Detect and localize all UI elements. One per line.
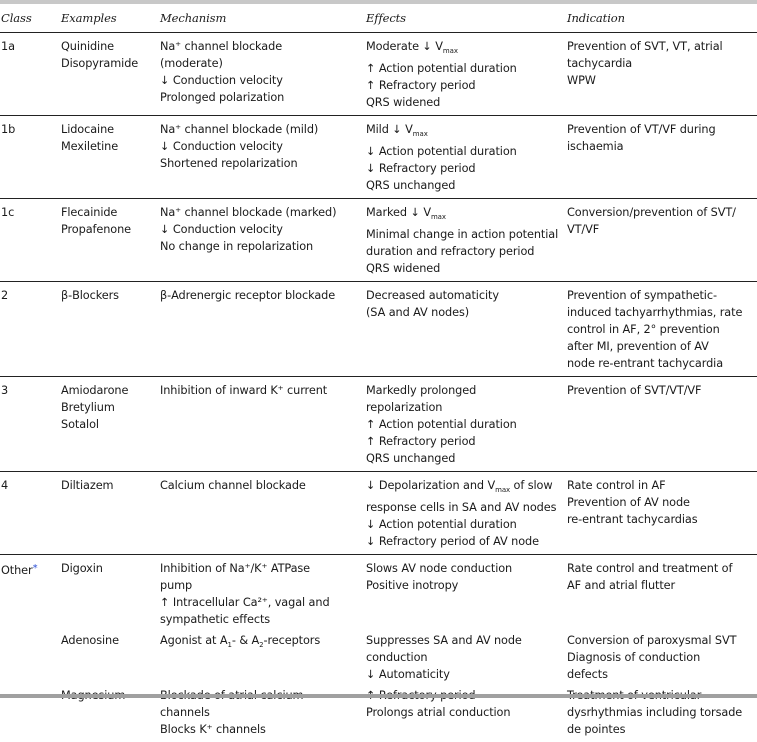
examples-cell (61, 377, 160, 472)
table-row (0, 282, 757, 377)
example-drug: Sotalol (61, 418, 99, 431)
header-indication: Indication (567, 4, 757, 33)
example-drug: Adenosine (61, 634, 119, 647)
effect-line: QRS unchanged (366, 452, 456, 465)
table-row (0, 33, 757, 116)
mechanism-line: sympathetic effects (160, 613, 271, 626)
effect-line: duration and refractory period (366, 245, 535, 258)
effect-line: ↓ Automaticity (366, 668, 450, 681)
example-drug: Propafenone (61, 223, 132, 236)
effect-text: Moderate ↓ V (366, 40, 443, 53)
antiarrhythmic-drug-table (0, 4, 757, 742)
header-class: Class (0, 4, 61, 33)
indication-line: Conversion/prevention of SVT/ (567, 206, 736, 219)
indication-line: Prevention of VT/VF during (567, 123, 716, 136)
effect-line: Markedly prolonged (366, 384, 477, 397)
effect-line: ↓ Refractory period of AV node (366, 535, 539, 548)
effect-line: ↓ Refractory period (366, 162, 476, 175)
class-cell: 1a (0, 33, 61, 116)
effect-line: ↓ Action potential duration (366, 518, 517, 531)
effects-cell (366, 33, 567, 116)
mechanism-line: (moderate) (160, 57, 223, 70)
effect-line: ↓ Action potential duration (366, 145, 517, 158)
effect-line: (SA and AV nodes) (366, 306, 470, 319)
effects-cell (366, 472, 567, 555)
indication-cell (567, 199, 757, 282)
examples-cell (61, 632, 160, 687)
effect-line: QRS unchanged (366, 179, 456, 192)
effect-line (366, 204, 567, 226)
effect-line: ↑ Action potential duration (366, 418, 517, 431)
mechanism-line: ↓ Conduction velocity (160, 74, 283, 87)
indication-line: after MI, prevention of AV (567, 340, 709, 353)
example-drug: Bretylium (61, 401, 115, 414)
indication-line: VT/VF (567, 223, 600, 236)
effect-line: Positive inotropy (366, 579, 459, 592)
indication-cell (567, 472, 757, 555)
table-row (0, 377, 757, 472)
effects-cell (366, 199, 567, 282)
examples-cell (61, 472, 160, 555)
mechanism-cell (160, 33, 366, 116)
mechanism-line: Inhibition of inward K⁺ current (160, 384, 328, 397)
effect-line (366, 121, 567, 143)
header-effects: Effects (366, 4, 567, 33)
footnote-asterisk-link[interactable]: * (32, 563, 38, 574)
indication-line: Prevention of AV node (567, 496, 690, 509)
indication-line: Prevention of SVT/VT/VF (567, 384, 702, 397)
indication-line: Prevention of sympathetic- (567, 289, 717, 302)
mechanism-line (160, 632, 366, 654)
mechanism-line: Na⁺ channel blockade (marked) (160, 206, 337, 219)
mechanism-text: -receptors (263, 634, 321, 647)
mechanism-line: Blocks K⁺ channels (160, 723, 266, 736)
table-row (0, 472, 757, 555)
effect-line: Decreased automaticity (366, 289, 499, 302)
examples-cell (61, 555, 160, 633)
indication-line: tachycardia (567, 57, 633, 70)
receptor-subscript: 2 (259, 641, 264, 649)
indication-line: control in AF, 2° prevention (567, 323, 720, 336)
mechanism-line: No change in repolarization (160, 240, 314, 253)
receptor-subscript: 1 (227, 641, 232, 649)
example-drug: Diltiazem (61, 479, 114, 492)
indication-line: defects (567, 668, 608, 681)
vmax-subscript: max (442, 47, 458, 55)
mechanism-text: Agonist at A (160, 634, 228, 647)
effect-line: QRS widened (366, 96, 441, 109)
effect-line: QRS widened (366, 262, 441, 275)
example-drug: Disopyramide (61, 57, 139, 70)
example-drug: Lidocaine (61, 123, 114, 136)
example-drug: Quinidine (61, 40, 115, 53)
indication-cell (567, 33, 757, 116)
class-cell: 1b (0, 116, 61, 199)
mechanism-line: ↑ Intracellular Ca²⁺, vagal and (160, 596, 330, 609)
class-label: Other (1, 564, 33, 577)
indication-line: induced tachyarrhythmias, rate (567, 306, 743, 319)
indication-line: WPW (567, 74, 596, 87)
indication-line: Prevention of SVT, VT, atrial (567, 40, 723, 53)
mechanism-cell (160, 472, 366, 555)
mechanism-cell (160, 377, 366, 472)
mechanism-line: Calcium channel blockade (160, 479, 306, 492)
indication-line: ischaemia (567, 140, 624, 153)
example-drug: β-Blockers (61, 289, 119, 302)
vmax-subscript: max (430, 213, 446, 221)
effect-text: of slow (510, 479, 553, 492)
indication-line: Rate control and treatment of (567, 562, 733, 575)
mechanism-line: channels (160, 706, 210, 719)
example-drug: Digoxin (61, 562, 103, 575)
examples-cell (61, 282, 160, 377)
effect-line: conduction (366, 651, 428, 664)
mechanism-cell (160, 116, 366, 199)
mechanism-line: pump (160, 579, 193, 592)
indication-line: Rate control in AF (567, 479, 666, 492)
effect-line (366, 38, 567, 60)
class-cell (0, 632, 61, 687)
examples-cell (61, 199, 160, 282)
examples-cell (61, 33, 160, 116)
mechanism-cell (160, 199, 366, 282)
table-row (0, 116, 757, 199)
table-row (0, 199, 757, 282)
mechanism-line: Na⁺ channel blockade (mild) (160, 123, 319, 136)
example-drug: Flecainide (61, 206, 118, 219)
mechanism-line: Inhibition of Na⁺/K⁺ ATPase (160, 562, 311, 575)
effects-cell (366, 377, 567, 472)
effect-line: ↑ Refractory period (366, 435, 476, 448)
header-row (0, 4, 757, 33)
effects-cell (366, 632, 567, 687)
mechanism-line: β-Adrenergic receptor blockade (160, 289, 336, 302)
examples-cell (61, 116, 160, 199)
mechanism-cell (160, 555, 366, 633)
effect-line: ↑ Action potential duration (366, 62, 517, 75)
vmax-subscript: max (412, 130, 428, 138)
mechanism-line: ↓ Conduction velocity (160, 223, 283, 236)
effect-text: Marked ↓ V (366, 206, 431, 219)
class-cell: 2 (0, 282, 61, 377)
class-cell: 1c (0, 199, 61, 282)
effect-line: Slows AV node conduction (366, 562, 513, 575)
effect-line: Prolongs atrial conduction (366, 706, 511, 719)
header-examples: Examples (61, 4, 160, 33)
indication-line: node re-entrant tachycardia (567, 357, 724, 370)
class-cell: 3 (0, 377, 61, 472)
mechanism-cell (160, 632, 366, 687)
indication-line: Conversion of paroxysmal SVT (567, 634, 737, 647)
effects-cell (366, 116, 567, 199)
mechanism-line: Prolonged polarization (160, 91, 285, 104)
effect-line: Suppresses SA and AV node (366, 634, 522, 647)
indication-line: Diagnosis of conduction (567, 651, 701, 664)
header-mechanism: Mechanism (160, 4, 366, 33)
mechanism-line: Na⁺ channel blockade (160, 40, 283, 53)
mechanism-text: - & A (231, 634, 260, 647)
effect-line: Minimal change in action potential (366, 228, 559, 241)
effect-text: Mild ↓ V (366, 123, 413, 136)
mechanism-line: ↓ Conduction velocity (160, 140, 283, 153)
indication-cell (567, 116, 757, 199)
effect-line (366, 477, 567, 499)
effect-line: ↑ Refractory period (366, 79, 476, 92)
table-row (0, 632, 757, 687)
table-row (0, 555, 757, 633)
example-drug: Amiodarone (61, 384, 129, 397)
indication-line: de pointes (567, 723, 626, 736)
class-cell: 4 (0, 472, 61, 555)
vmax-subscript: max (495, 486, 511, 494)
indication-cell (567, 555, 757, 633)
effect-text: ↓ Depolarization and V (366, 479, 496, 492)
indication-cell (567, 632, 757, 687)
effects-cell (366, 282, 567, 377)
indication-cell (567, 282, 757, 377)
effect-line: repolarization (366, 401, 443, 414)
class-cell (0, 555, 61, 633)
mechanism-cell (160, 282, 366, 377)
effects-cell (366, 555, 567, 633)
bottom-rule (0, 694, 757, 698)
indication-line: AF and atrial flutter (567, 579, 676, 592)
example-drug: Mexiletine (61, 140, 119, 153)
mechanism-line: Shortened repolarization (160, 157, 298, 170)
indication-line: dysrhythmias including torsade (567, 706, 743, 719)
indication-line: re-entrant tachycardias (567, 513, 698, 526)
indication-cell (567, 377, 757, 472)
effect-line: response cells in SA and AV nodes (366, 501, 557, 514)
